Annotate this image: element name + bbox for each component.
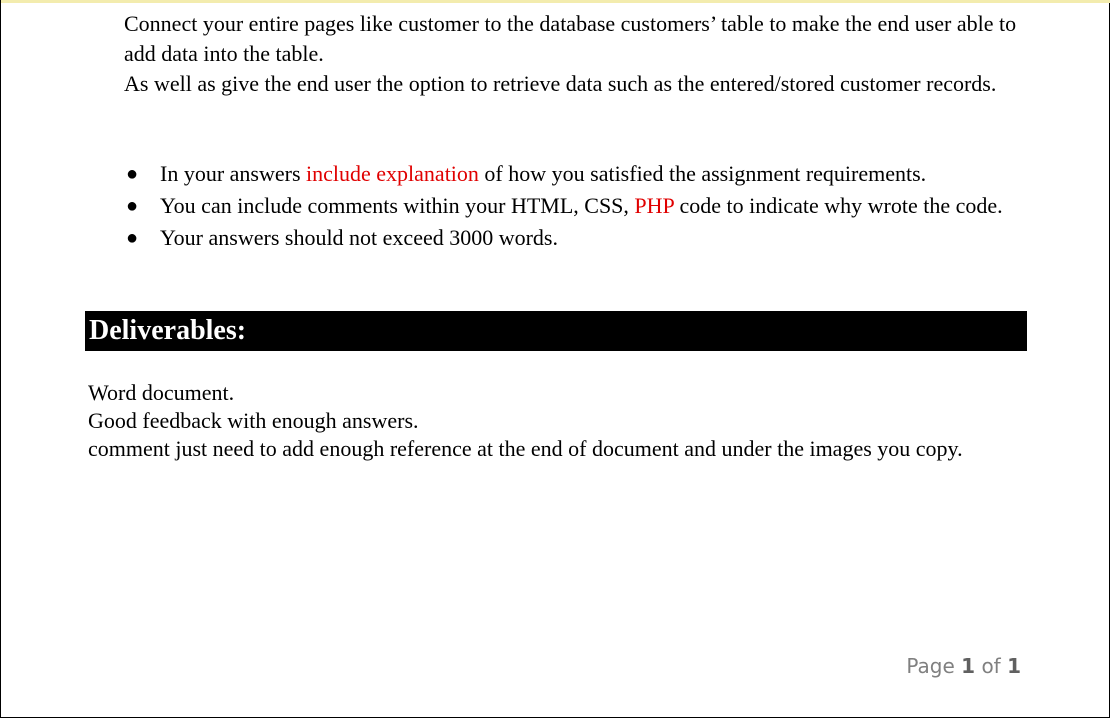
bullet-icon: ● bbox=[126, 227, 139, 249]
deliverables-heading-bar bbox=[85, 311, 1027, 351]
bullet-icon: ● bbox=[126, 163, 139, 185]
list-item bbox=[124, 159, 1034, 189]
deliverables-paragraph bbox=[88, 379, 1008, 463]
list-item-text-post: code to indicate why wrote the code. bbox=[673, 193, 1003, 218]
bullet-icon: ● bbox=[126, 195, 139, 217]
list-item-text-pre: You can include comments within your HTML, CSS, bbox=[160, 193, 635, 218]
list-item-highlight: PHP bbox=[634, 193, 674, 218]
of-label: of bbox=[981, 654, 1001, 678]
list-item bbox=[124, 223, 1034, 253]
page-number-indicator bbox=[906, 654, 1021, 678]
deliverables-line-1: Word document. bbox=[88, 380, 235, 405]
current-page-number: 1 bbox=[961, 654, 976, 678]
top-highlight-strip bbox=[1, 0, 1110, 3]
intro-paragraph bbox=[124, 9, 1024, 99]
list-item-text-pre: Your answers should not exceed 3000 words. bbox=[160, 225, 558, 250]
list-item bbox=[124, 191, 1034, 221]
intro-line-2: As well as give the end user the option to retrieve data such as the entered/stored customer records. bbox=[124, 71, 997, 96]
deliverables-heading: Deliverables: bbox=[89, 315, 247, 346]
requirements-list bbox=[124, 159, 1034, 255]
deliverables-line-2: Good feedback with enough answers. bbox=[88, 408, 419, 433]
list-item-text-pre: In your answers bbox=[160, 161, 307, 186]
deliverables-line-3: comment just need to add enough reference at the end of document and under the images you copy. bbox=[88, 436, 963, 461]
intro-line-1: Connect your entire pages like customer to the database customers’ table to make the end user able to add data into the table. bbox=[124, 11, 1017, 66]
total-page-number: 1 bbox=[1007, 654, 1021, 678]
list-item-highlight: include explanation bbox=[306, 161, 479, 186]
page-label: Page bbox=[906, 654, 955, 678]
list-item-text-post: of how you satisfied the assignment requirements. bbox=[478, 161, 927, 186]
